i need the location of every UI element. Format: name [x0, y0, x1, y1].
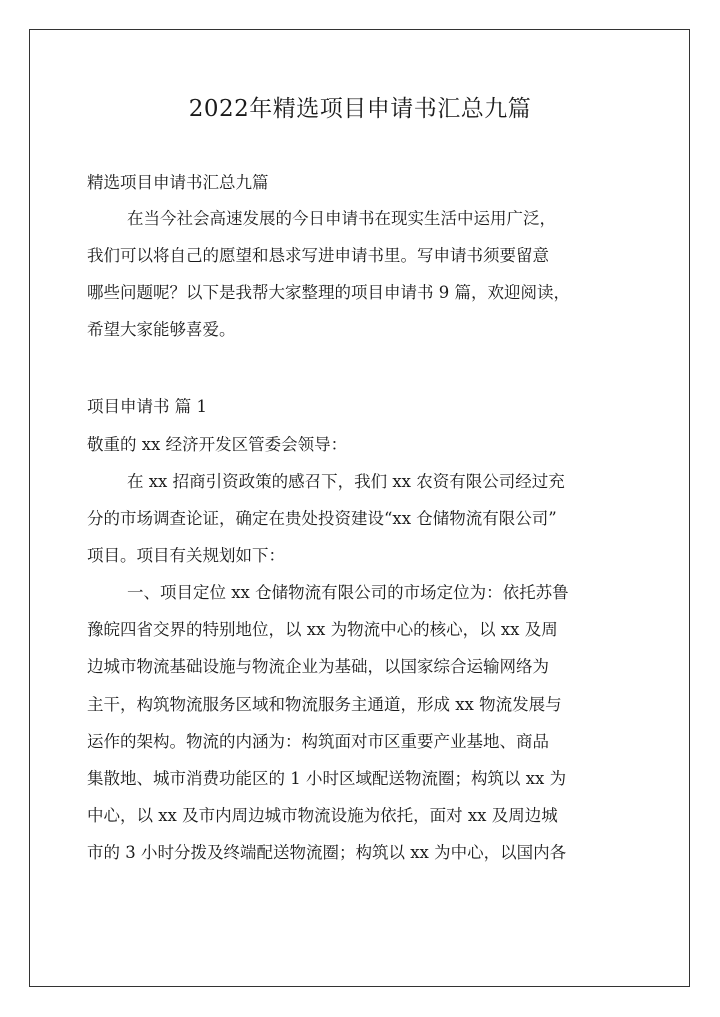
paragraph-line: 市的 3 小时分拨及终端配送物流圈；构筑以 xx 为中心，以国内各 [87, 843, 567, 862]
paragraph-line: 我们可以将自己的愿望和恳求写进申请书里。写申请书须要留意 [87, 246, 549, 265]
paragraph-line: 中心，以 xx 及市内周边城市物流设施为依托，面对 xx 及周边城 [87, 806, 558, 825]
paragraph-line: 运作的架构。物流的内涵为：构筑面对市区重要产业基地、商品 [87, 732, 549, 751]
paragraph-line: 豫皖四省交界的特别地位，以 xx 为物流中心的核心，以 xx 及周 [87, 620, 558, 639]
paragraph-line: 分的市场调查论证，确定在贵处投资建设“xx 仓储物流有限公司” [87, 509, 557, 528]
paragraph-line: 项目。项目有关规划如下： [87, 546, 285, 565]
paragraph-line: 一、项目定位 xx 仓储物流有限公司的市场定位为：依托苏鲁 [127, 583, 569, 602]
document-title: 2022年精选项目申请书汇总九篇 [188, 96, 532, 122]
paragraph-line: 希望大家能够喜爱。 [87, 320, 236, 339]
paragraph-line: 边城市物流基础设施与物流企业为基础，以国家综合运输网络为 [87, 657, 549, 676]
paragraph-line: 哪些问题呢？以下是我帮大家整理的项目申请书 9 篇，欢迎阅读， [87, 283, 570, 302]
paragraph-line: 在当今社会高速发展的今日申请书在现实生活中运用广泛， [127, 209, 556, 228]
section-heading: 项目申请书 篇 1 [87, 397, 207, 416]
paragraph-line: 主干，构筑物流服务区域和物流服务主通道，形成 xx 物流发展与 [87, 695, 562, 714]
paragraph-line: 在 xx 招商引资政策的感召下，我们 xx 农资有限公司经过充 [127, 472, 565, 491]
paragraph-line: 集散地、城市消费功能区的 1 小时区域配送物流圈；构筑以 xx 为 [87, 769, 567, 788]
subtitle-line: 精选项目申请书汇总九篇 [87, 173, 269, 192]
salutation-line: 敬重的 xx 经济开发区管委会领导： [87, 435, 348, 454]
